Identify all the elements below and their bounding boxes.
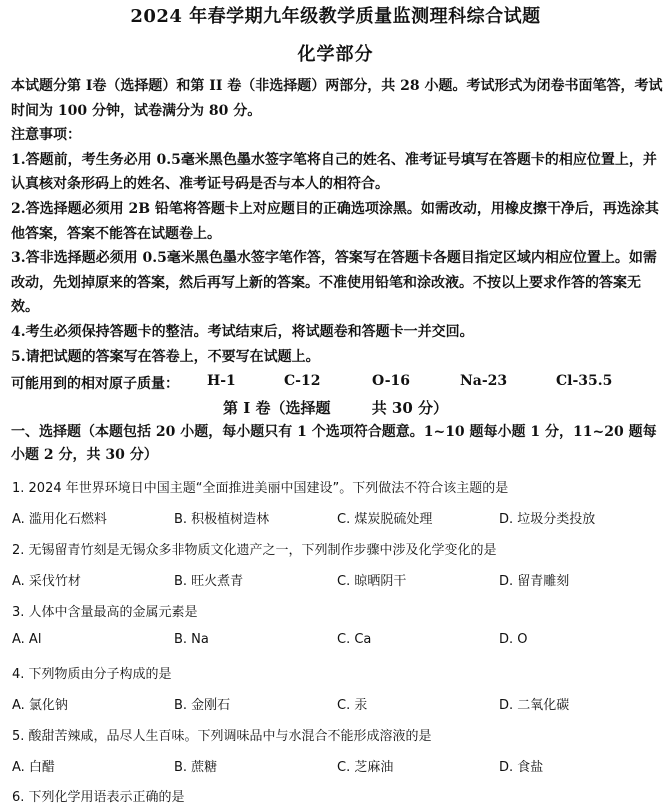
question-3-options [12, 632, 664, 652]
option-d: D. 食盐 [499, 760, 544, 775]
option-c: C. 芝麻油 [337, 760, 394, 775]
option-a: A. Al [12, 632, 42, 647]
notice-item-1: 1.答题前，考生务必用 0.5毫米黑色墨水签字笔将自己的姓名、准考证号填写在答题卡的相应位置上，并认真核对条形码上的姓名、准考证号码是否与本人的相符合。 [11, 151, 657, 193]
option-a: A. 氯化钠 [12, 698, 68, 713]
exam-title: 2024 年春学期九年级教学质量监测理科综合试题 [130, 6, 541, 27]
option-b: B. 蔗糖 [174, 760, 218, 775]
exam-instructions [11, 74, 663, 369]
exam-subtitle: 化学部分 [297, 44, 374, 65]
option-b: B. 积极植树造林 [174, 512, 270, 527]
atomic-mass-item: O-16 [372, 373, 411, 389]
option-d: D. 垃圾分类投放 [499, 512, 596, 527]
option-d: D. 留青雕刻 [499, 574, 570, 589]
option-a: A. 滥用化石燃料 [12, 512, 107, 527]
atomic-mass-line [11, 373, 663, 397]
notice-item-3: 3.答非选择题必须用 0.5毫米黑色墨水签字笔作答，答案写在答题卡各题目指定区域内相应位置上。如需改动，先划掉原来的答案，然后再写上新的答案。不准使用铅笔和涂改液。不按以上要求作答的答案无效。 [11, 250, 657, 316]
question-1: 1. 2024 年世界环境日中国主题“全面推进美丽中国建设”。下列做法不符合该主题的是 [12, 481, 509, 496]
option-d: D. 二氧化碳 [499, 698, 570, 713]
option-b: B. 旺火煮青 [174, 574, 244, 589]
question-4: 4. 下列物质由分子构成的是 [12, 667, 172, 682]
option-c: C. Ca [337, 632, 372, 647]
question-3: 3. 人体中含量最高的金属元素是 [12, 605, 198, 620]
atomic-mass-item: C-12 [284, 373, 321, 389]
option-c: C. 汞 [337, 698, 368, 713]
option-a: A. 白醋 [12, 760, 55, 775]
question-6: 6. 下列化学用语表示正确的是 [12, 790, 185, 805]
question-2-options [12, 570, 664, 590]
question-4-options [12, 694, 664, 714]
option-a: A. 采伐竹材 [12, 574, 81, 589]
part-one-total: 共 30 分） [371, 399, 449, 417]
notice-item-4: 4.考生必须保持答题卡的整洁。考试结束后，将试题卷和答题卡一并交回。 [11, 323, 474, 340]
atomic-mass-label: 可能用到的相对原子质量： [11, 376, 179, 392]
section-one-heading: 一、选择题（本题包括 20 小题，每小题只有 1 个选项符合题意。1~10 题每小题 1 分，11~20 题每小题 2 分，共 30 分） [11, 424, 657, 463]
question-2: 2. 无锡留青竹刻是无锡众多非物质文化遗产之一，下列制作步骤中涉及化学变化的是 [12, 543, 497, 558]
option-c: C. 煤炭脱硫处理 [337, 512, 433, 527]
question-5: 5. 酸甜苦辣咸，品尽人生百味。下列调味品中与水混合不能形成溶液的是 [12, 729, 432, 744]
option-b: B. Na [174, 632, 209, 647]
question-5-options [12, 756, 664, 776]
notice-item-5: 5.请把试题的答案写在答卷上，不要写在试题上。 [11, 348, 320, 365]
atomic-mass-item: Na-23 [460, 373, 508, 389]
option-b: B. 金刚石 [174, 698, 231, 713]
question-1-options [12, 508, 664, 528]
notice-heading: 注意事项： [11, 127, 81, 144]
option-d: D. O [499, 632, 528, 647]
atomic-mass-item: H-1 [207, 373, 236, 389]
part-one-heading [0, 397, 671, 418]
option-c: C. 晾晒阴干 [337, 574, 407, 589]
part-one-label: 第 I 卷（选择题 [222, 399, 331, 417]
notice-item-2: 2.答选择题必须用 2B 铅笔将答题卡上对应题目的正确选项涂黑。如需改动，用橡皮擦干净后，再选涂其他答案，答案不能答在试题卷上。 [11, 200, 659, 242]
exam-description: 本试题分第 I卷（选择题）和第 II 卷（非选择题）两部分，共 28 小题。考试形式为闭卷书面笔答，考试时间为 100 分钟，试卷满分为 80 分。 [11, 78, 663, 119]
atomic-mass-item: Cl-35.5 [556, 373, 613, 389]
